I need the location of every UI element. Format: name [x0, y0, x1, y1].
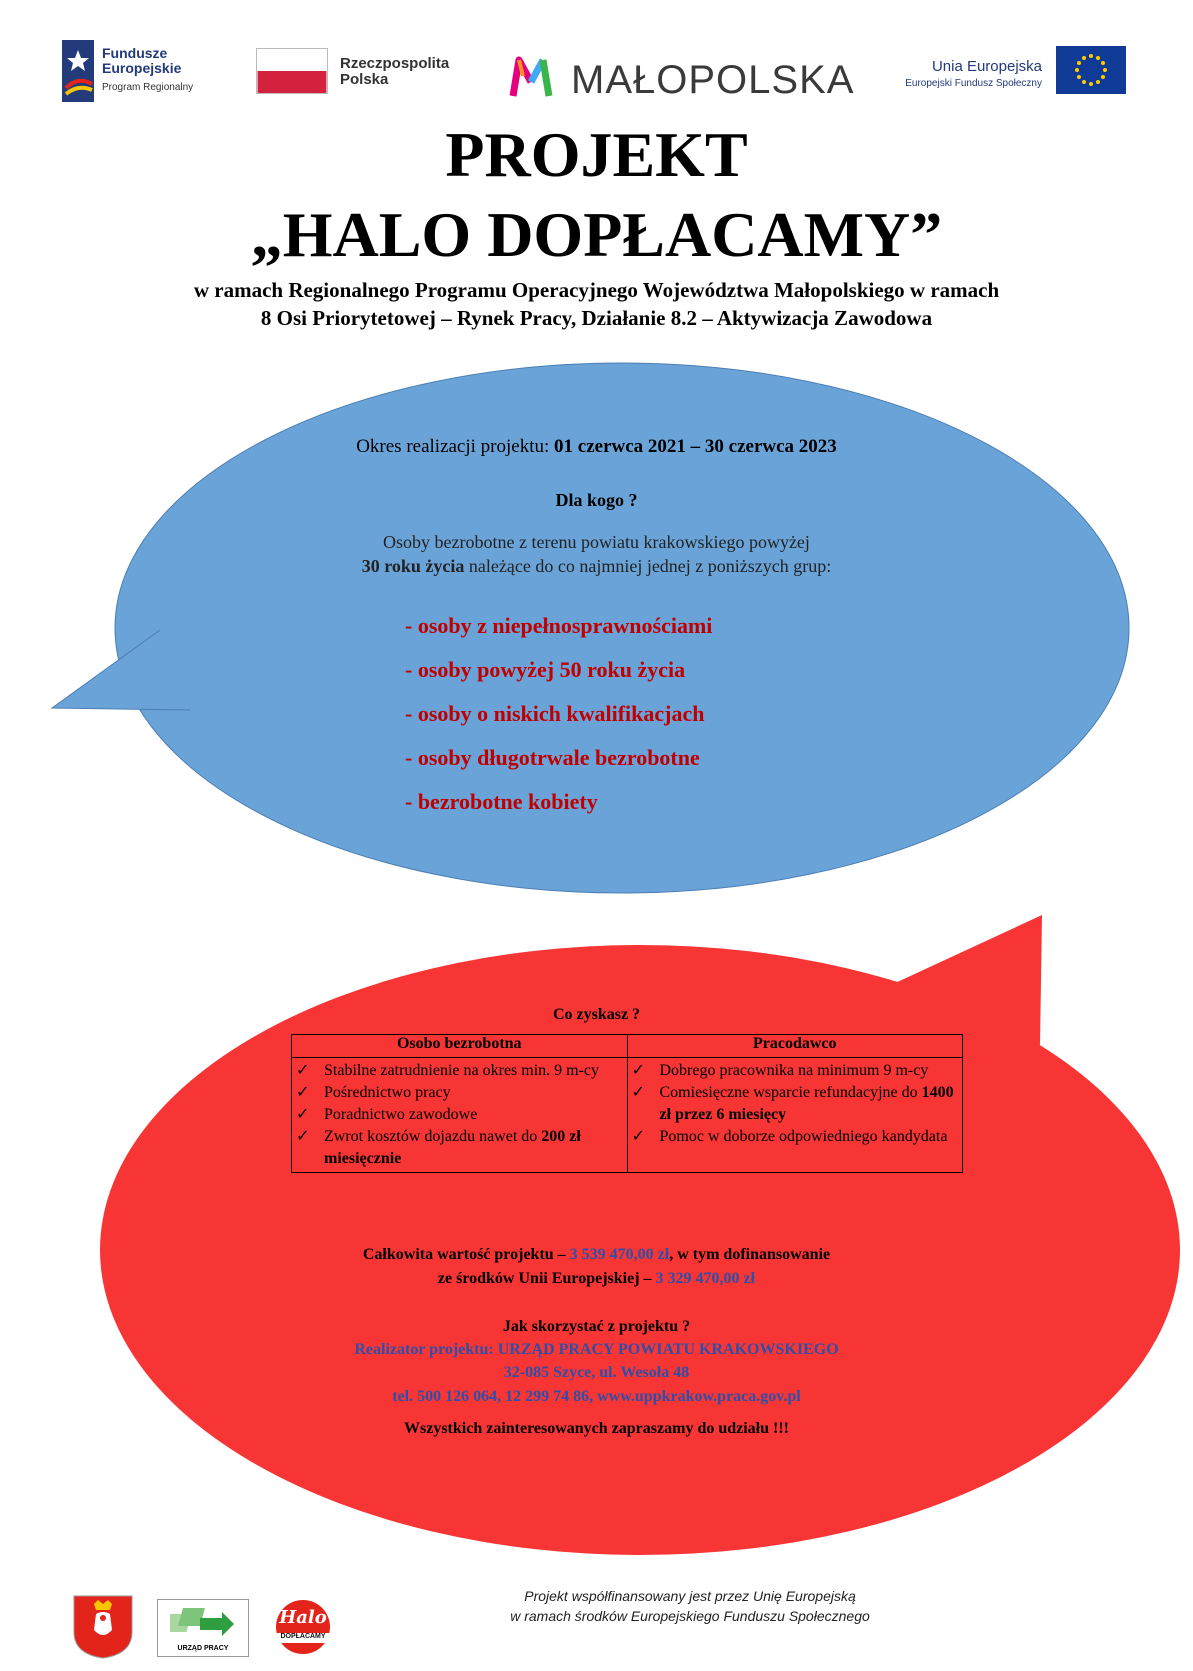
polish-flag-icon	[256, 48, 328, 94]
benefit-text: Comiesięczne wsparcie refundacyjne do 1400 zł przez 6 miesięcy	[659, 1084, 954, 1123]
checkmark-icon: ✓	[631, 1084, 645, 1101]
county-crest-logo	[72, 1594, 134, 1660]
benefit-text: Pomoc w doborze odpowiedniego kandydata	[659, 1128, 948, 1145]
list-item: - bezrobotne kobiety	[405, 789, 598, 814]
checkmark-icon: ✓	[631, 1128, 645, 1145]
subtitle-line2: 8 Osi Priorytetowej – Rynek Pracy, Działanie 8.2 – Aktywizacja Zawodowa	[260, 306, 933, 330]
column-header-employer: Pracodawco	[627, 1035, 963, 1058]
unia-europejska-title: Unia Europejska	[931, 58, 1042, 75]
target-groups-list	[405, 604, 1005, 824]
malopolska-wordmark: MAŁOPOLSKA	[571, 58, 855, 102]
realizator-text: Realizator projektu: URZĄD PRACY POWIATU KRAKOWSKIEGO	[354, 1341, 839, 1358]
age-threshold: 30 roku życia	[361, 556, 465, 576]
fundusze-europejskie-mark-icon	[62, 40, 94, 102]
halo-doplacamy-logo	[273, 1599, 333, 1657]
urzad-pracy-label: URZĄD PRACY	[177, 1645, 229, 1652]
halo-logo-subtext: DOPŁACAMY	[280, 1633, 326, 1640]
employer-benefits-cell	[627, 1058, 963, 1173]
crest-icon	[72, 1594, 134, 1660]
column-header-unemployed: Osobo bezrobotna	[292, 1035, 628, 1058]
list-item: - osoby o niskich kwalifikacjach	[405, 701, 705, 726]
how-to-join-heading: Jak skorzystać z projektu ?	[502, 1318, 691, 1335]
fundusze-europejskie-logo	[62, 40, 232, 102]
cofinancing-note-line2: w ramach środków Europejskiego Funduszu Społecznego	[510, 1608, 870, 1624]
address-text: 32-085 Szyce, ul. Wesoła 48	[503, 1364, 690, 1381]
rzeczpospolita-polska-logo	[256, 48, 476, 96]
list-item	[632, 1060, 959, 1082]
who-description-line2	[0, 556, 1193, 577]
invitation-text: Wszystkich zainteresowanych zapraszamy do udziału !!!	[403, 1420, 790, 1437]
benefit-text: Stabilne zatrudnienie na okres min. 9 m-cy	[324, 1062, 600, 1079]
list-item: - osoby z niepełnosprawnościami	[405, 613, 713, 638]
page-title-line1: PROJEKT	[445, 119, 748, 190]
list-item	[296, 1104, 623, 1126]
list-item: - osoby powyżej 50 roku życia	[405, 657, 686, 682]
who-description-line1: Osoby bezrobotne z terenu powiatu krakowskiego powyżej	[383, 532, 810, 552]
halo-logo-text: Halo	[279, 1607, 327, 1628]
benefit-text: Pośrednictwo pracy	[324, 1084, 451, 1101]
who-description-rest: należące do co najmniej jednej z poniższych grup:	[468, 556, 832, 576]
eu-funding-value: 3 329 470,00 zł	[655, 1270, 756, 1287]
urzad-pracy-logo	[157, 1599, 249, 1657]
list-item	[632, 1082, 959, 1126]
benefit-text: Poradnictwo zawodowe	[324, 1106, 478, 1123]
efs-label: Europejski Fundusz Społeczny	[905, 78, 1042, 89]
green-arrow-icon	[170, 1604, 236, 1640]
contact-link[interactable]: tel. 500 126 064, 12 299 74 86, www.uppkrakow.praca.gov.pl	[392, 1388, 801, 1405]
period-value: 01 czerwca 2021 – 30 czerwca 2023	[554, 436, 837, 457]
list-item	[296, 1082, 623, 1104]
fundusze-europejskie-title: Fundusze Europejskie	[102, 45, 182, 76]
benefits-heading: Co zyskasz ?	[552, 1006, 641, 1023]
checkmark-icon: ✓	[296, 1106, 310, 1123]
page-title-line2: „HALO DOPŁACAMY”	[250, 199, 943, 270]
checkmark-icon: ✓	[296, 1084, 310, 1101]
total-value-line1: Całkowita wartość projektu – 3 539 470,00 zł, w tym dofinansowanie	[362, 1246, 831, 1263]
checkmark-icon: ✓	[296, 1062, 310, 1079]
malopolska-logo	[509, 52, 855, 102]
unemployed-benefits-cell	[292, 1058, 628, 1173]
benefits-table	[291, 1034, 963, 1173]
total-value-line2: ze środków Unii Europejskiej – 3 329 470,00 zł	[437, 1270, 756, 1287]
list-item: - osoby długotrwale bezrobotne	[405, 745, 700, 770]
table-header-row	[292, 1035, 963, 1058]
checkmark-icon: ✓	[631, 1062, 645, 1079]
checkmark-icon: ✓	[296, 1128, 310, 1145]
unia-europejska-logo	[890, 46, 1130, 96]
cofinancing-note-line1: Projekt współfinansowany jest przez Unię Europejską	[524, 1588, 856, 1604]
table-row	[292, 1058, 963, 1173]
program-regionalny-label: Program Regionalny	[102, 82, 194, 93]
malopolska-m-icon	[509, 52, 565, 102]
list-item	[632, 1126, 959, 1148]
benefit-text: Dobrego pracownika na minimum 9 m-cy	[659, 1062, 929, 1079]
total-value: 3 539 470,00 zł	[569, 1246, 670, 1263]
subtitle-line1: w ramach Regionalnego Programu Operacyjnego Województwa Małopolskiego w ramach	[193, 278, 1000, 302]
project-period	[0, 436, 1193, 458]
benefit-text: Zwrot kosztów dojazdu nawet do 200 zł miesięcznie	[324, 1128, 581, 1167]
list-item	[296, 1126, 623, 1170]
rzeczpospolita-polska-title: Rzeczpospolita Polska	[340, 55, 450, 88]
period-label: Okres realizacji projektu:	[356, 436, 550, 457]
who-heading: Dla kogo ?	[555, 490, 638, 510]
eu-flag-icon	[1056, 46, 1126, 94]
list-item	[296, 1060, 623, 1082]
